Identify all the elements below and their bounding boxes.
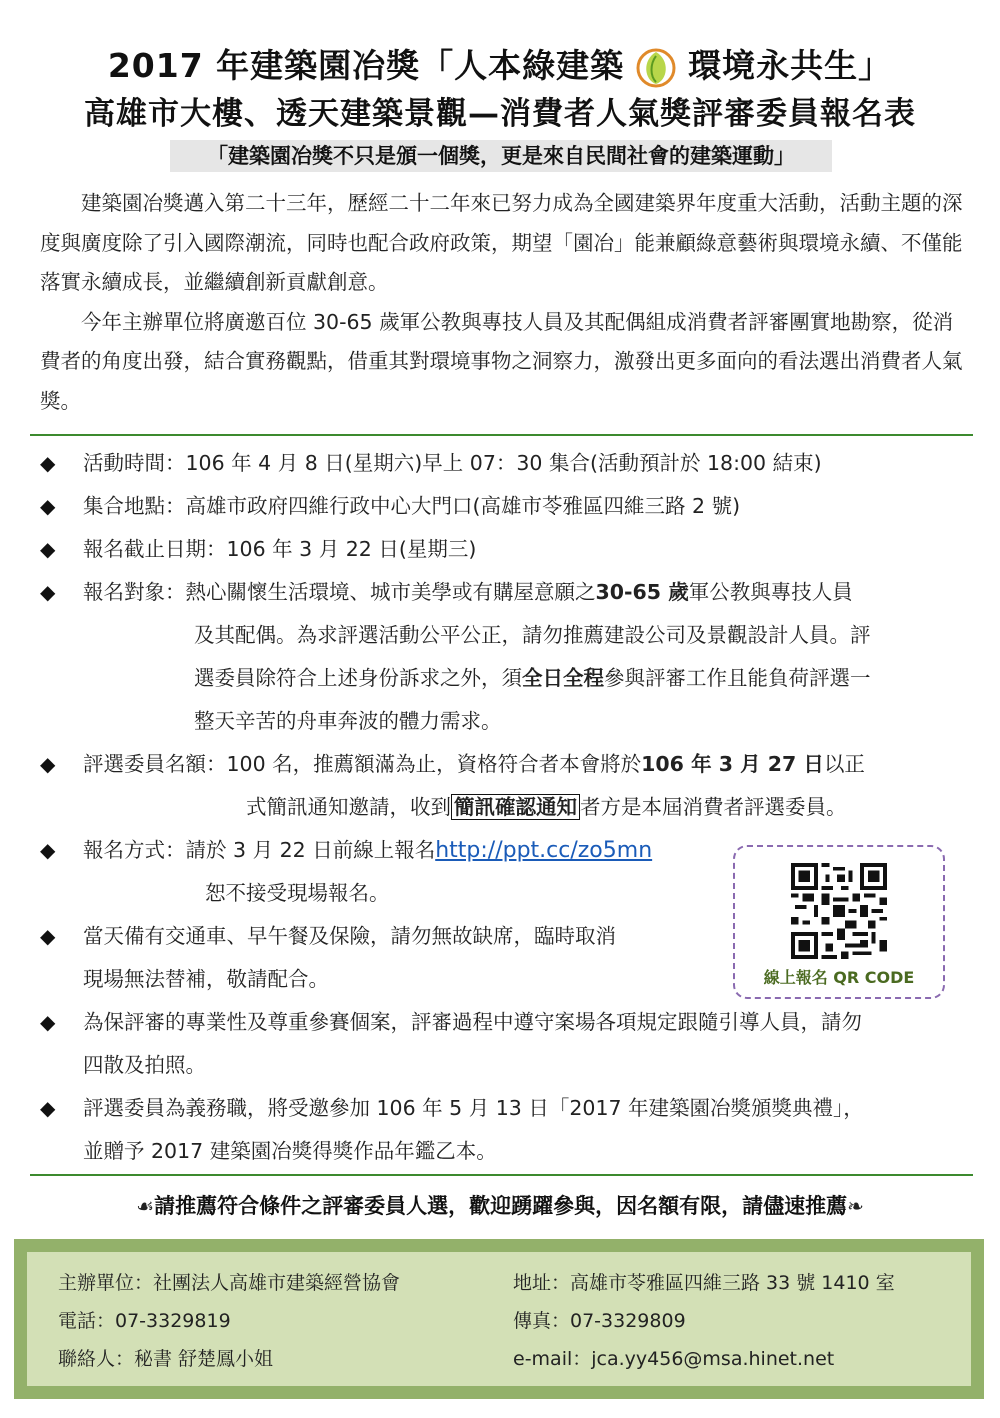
fax-text: 傳真：07-3329809 [513,1310,686,1332]
diamond-bullet-icon: ◆ [40,838,56,862]
info-list [40,442,970,1173]
qr-code-label: 線上報名 QR CODE [763,968,915,987]
diamond-bullet-icon: ◆ [40,580,56,604]
list-item-rules: ◆ 為保評審的專業性及尊重參賽個案，評審過程中遵守案場各項規定跟隨引導人員，請勿 四散及拍照。 [40,1001,970,1087]
list-item-quota: ◆ 評選委員名額：100 名，推薦額滿為止，資格符合者本會將於106 年 3 月 27 日以正 式簡訊通知邀請，收到 簡訊確認通知 者方是本屆消費者評選委員。 [40,743,970,829]
contact-column-left [58,1264,400,1378]
diamond-bullet-icon: ◆ [40,1010,56,1034]
list-item-event-time: ◆ 活動時間：106 年 4 月 8 日(星期六)早上 07：30 集合(活動預計於 18:00 結束) [40,442,970,485]
ornament-right-icon: ❧ [847,1194,864,1218]
contact-footer-inner [27,1252,971,1386]
recommend-text: 請推薦符合條件之評審委員人選，歡迎踴躍參與，因名額有限，請儘速推薦 [154,1194,848,1218]
registration-link[interactable]: http://ppt.cc/zo5mn [435,838,653,863]
intro-paragraph-2: 今年主辦單位將廣邀百位 30-65 歲軍公教與專技人員及其配偶組成消費者評審團實地勘察，從消費者的角度出發，結合實務觀點，借重其對環境事物之洞察力，激發出更多面向的看法選出消費者人氣獎。 [40,309,963,413]
organizer-text: 主辦單位：社團法人高雄市建築經營協會 [58,1272,401,1294]
contact-footer [14,1239,984,1399]
list-item-meeting-place: ◆ 集合地點：高雄市政府四維行政中心大門口(高雄市苓雅區四維三路 2 號) [40,485,970,528]
intro-text [40,184,965,421]
sms-confirm-box: 簡訊確認通知 [451,794,580,820]
qr-code-panel [733,845,945,999]
recommend-banner [0,1190,1000,1220]
qr-code-icon[interactable] [791,863,887,959]
address-text: 地址：高雄市苓雅區四維三路 33 號 1410 室 [513,1272,895,1294]
contact-person-text: 聯絡人：秘書 舒楚鳳小姐 [58,1348,274,1370]
intro-paragraph-1: 建築園冶獎邁入第二十三年，歷經二十二年來已努力成為全國建築界年度重大活動，活動主題的深度與廣度除了引入國際潮流，同時也配合政府政策，期望「園冶」能兼顧綠意藝術與環境永續、不僅能落實永續成長，並繼續創新貢獻創意。 [40,191,963,294]
subtitle: 高雄市大樓、透天建築景觀—消費者人氣獎評審委員報名表 [84,96,916,132]
email-text[interactable]: e-mail：jca.yy456@msa.hinet.net [513,1348,835,1370]
list-item-deadline: ◆ 報名截止日期：106 年 3 月 22 日(星期三) [40,528,970,571]
divider-top [30,434,973,436]
contact-column-right [513,1264,895,1378]
divider-bottom [30,1174,973,1176]
list-item-honorary: ◆ 評選委員為義務職，將受邀參加 106 年 5 月 13 日「2017 年建築園冶獎頒獎典禮」， 並贈予 2017 建築園冶獎得獎作品年鑑乙本。 [40,1087,970,1173]
slogan-banner: 「建築園冶獎不只是頒一個獎，更是來自民間社會的建築運動」 [170,140,832,172]
list-item-transport: ◆ 當天備有交通車、早午餐及保險，請勿無故缺席，臨時取消 現場無法替補，敬請配合。 [40,915,970,1001]
diamond-bullet-icon: ◆ [40,537,56,561]
list-item-registration: ◆ 報名方式：請於 3 月 22 日前線上報名http://ppt.cc/zo5mn 恕不接受現場報名。 [40,829,970,915]
diamond-bullet-icon: ◆ [40,1096,56,1120]
diamond-bullet-icon: ◆ [40,752,56,776]
list-item-eligibility: ◆ 報名對象：熱心關懷生活環境、城市美學或有購屋意願之30-65 歲軍公教與專技人員 及其配偶。為求評選活動公平公正，請勿推薦建設公司及景觀設計人員。評 選委員除符合上述身份訴求之外，須全日全程參與評審工作且能負荷評選一 整天辛苦的舟車奔波的體力需求。 [40,571,970,743]
main-title [0,40,1000,90]
leaf-logo-icon [634,46,678,90]
ornament-left-icon: ☙ [136,1194,155,1218]
title-part2: 環境永共生」 [688,46,893,85]
diamond-bullet-icon: ◆ [40,451,56,475]
diamond-bullet-icon: ◆ [40,494,56,518]
phone-text: 電話：07-3329819 [58,1310,231,1332]
title-part1: 2017 年建築園冶獎「人本綠建築 [107,46,625,85]
diamond-bullet-icon: ◆ [40,924,56,948]
